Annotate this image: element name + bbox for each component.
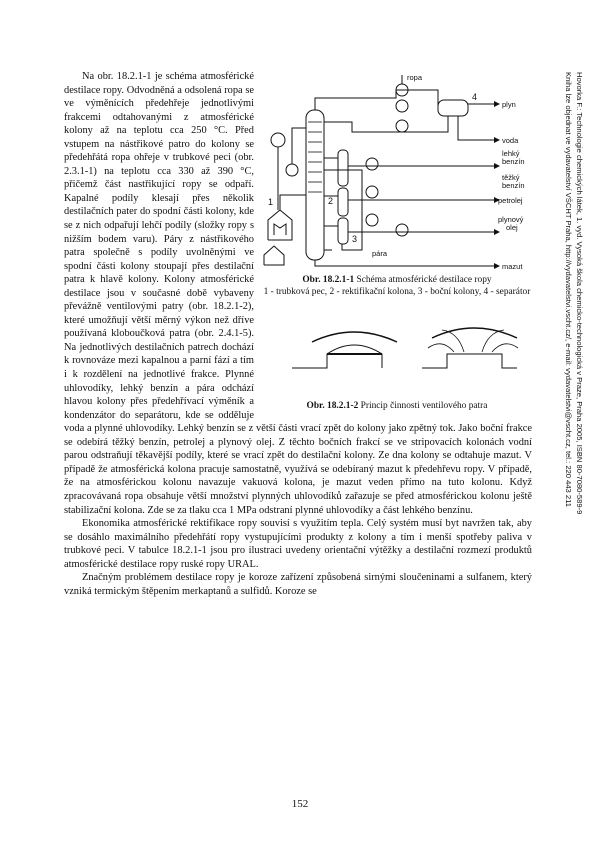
tube-furnace — [268, 210, 292, 240]
side-note — [564, 72, 586, 592]
valve-tray-diagram — [282, 318, 522, 388]
valve-open — [422, 354, 517, 368]
label-lehky-2: benzín — [502, 157, 525, 166]
figure-block — [262, 70, 532, 418]
side-column-1 — [338, 150, 348, 186]
label-voda: voda — [502, 136, 519, 145]
label-para: pára — [372, 249, 388, 258]
side-column-2 — [338, 188, 348, 216]
valve-cap-open — [432, 328, 517, 338]
valve-cap-closed — [312, 332, 397, 342]
label-n3: 3 — [352, 234, 358, 244]
figure2-caption-label: Obr. 18.2.1-2 — [306, 401, 359, 411]
side-note-citation: Hovorka F.: Technologie chemických látek, 1. vyd. Vysoká škola chemicko-technologická v Praze, Praha 2005, ISBN 80-7080-589-9 — [575, 72, 584, 515]
figure1-caption-label: Obr. 18.2.1-1 — [302, 275, 355, 285]
page-number: 152 — [291, 798, 309, 810]
side-note-order-info: Kniha lze objednat ve vydavatelství VŠCHT Praha, http://vydavatelstvi.vscht.cz/, e-mail: vydavatelstvi@vscht.cz, tel.: 220 443 211 — [564, 72, 573, 507]
valve-closed — [292, 345, 382, 368]
label-plyn: plyn — [502, 100, 516, 109]
label-ropa: ropa — [407, 73, 423, 82]
flow-arrows — [494, 101, 500, 269]
figure2-caption — [262, 400, 532, 412]
label-mazut: mazut — [502, 262, 523, 270]
body-text — [64, 70, 532, 598]
paragraph-1: Na obr. 18.2.1-1 je schéma atmosférické destilace ropy. Odvodněná a odsolená ropa se ve výměnících předehřeje jednotlivými frakcemi odtahovanými z atmosférické kolony až na teplotu cca 250 °C. Před vstupem na nástřikové patro do kolony se předehřátá ropa ohřeje v trubkové peci (obr. 2.3.1-1) na teplotu cca 330 až 390 °C, přičemž část nastřikující ropy se odpaří. Kapalné podíly klesají přes několik destilačních pater do spodní části kolony, kde se z nich odpařují lehčí podíly (složky ropy s nižším bodem varu). Páry z nástřikového patra společně s podíly uvolněnými ve spodní části kolony stoupají přes destilační patra k hlavě kolony. Kolony atmosférické destilace jsou v současné době vybaveny převážně ventilovými patry (obr. 18.2.1-2), které umožňují větší měrný výkon než dříve používaná kloboučková patra (obr. 2.4.1-5). Na jednotlivých destilačních patrech dochází k rovnováze mezi kapalnou a parní fází a tím i k rozdělení na jednotlivé frakce. Plynné uhlovodíky, lehký benzín a pára odchází hlavou kolony přes předehřívací výměník a kondenzátor do separátoru, kde se odděluje voda a plynné uhlovodíky. Lehký benzín se z větší části vrací zpět do kolony jako zpětný tok. Jako boční frakce se odebírá těžký benzín, petrolej a plynový olej. Z těchto bočních frakcí se ve stripovacích kolonách vodní parou odstraňují těkavější podíly, které se vrací zpět do destilační kolony. Ze dna kolony se odtahuje mazut. V případě že atmosférická kolona pracuje samostatně, využívá se odebíraný mazut k předehřevu ropy. V případě, že na atmosférickou kolonu navazuje vakuová kolona, je mazut veden přímo na tuto kolonu. Když zpracovávaná ropa obsahuje větší množství plynných uhlovodíků zařazuje se před atmosférickou kolonu ještě stabilizační kolona. Zde se za tlaku cca 1 MPa odstraní plynné uhlovodíky a část lehkého benzínu. — [64, 71, 532, 516]
figure1-caption-text: Schéma atmosférické destilace ropy — [354, 275, 492, 285]
house-symbol — [264, 246, 284, 265]
label-plynovy-2: olej — [506, 223, 518, 232]
atmospheric-distillation-diagram — [262, 70, 532, 270]
figure1-caption — [262, 274, 532, 298]
label-n1: 1 — [268, 197, 274, 207]
side-column-3 — [338, 218, 348, 244]
label-n4: 4 — [472, 92, 478, 102]
label-plynovy-1: plynový — [498, 215, 524, 224]
label-tezky-1: těžký — [502, 173, 520, 182]
label-lehky-1: lehký — [502, 149, 520, 158]
paragraph-2: Ekonomika atmosférické rektifikace ropy souvisí s využitím tepla. Celý systém musí byt navržen tak, aby se dosáhlo maximálního předehřátí ropy vystupujícími produkty z kolony a tím i menší spotřeby paliva v trubkové peci. V tabulce 18.2.1-1 jsou pro ilustraci uvedeny orientační výtěžky a destilační rozmezí produktů atmosférické destilace ropy ruské ropy URAL. — [64, 518, 532, 570]
figure1-legend: 1 - trubková pec, 2 - rektifikační kolona, 3 - boční kolony, 4 - separátor — [263, 287, 531, 297]
label-n2: 2 — [328, 196, 334, 206]
label-tezky-2: benzín — [502, 181, 525, 190]
figure2-caption-text: Princip činnosti ventilového patra — [358, 401, 488, 411]
separator — [438, 100, 468, 116]
rectification-column — [306, 110, 324, 260]
paragraph-3: Značným problémem destilace ropy je koroze zařízení způsobená sirnými sloučeninami a sulfanem, který vzniká termickým štěpením merkaptanů a sulfidů. Koroze se — [64, 572, 532, 597]
label-petrolej: petrolej — [498, 196, 523, 205]
